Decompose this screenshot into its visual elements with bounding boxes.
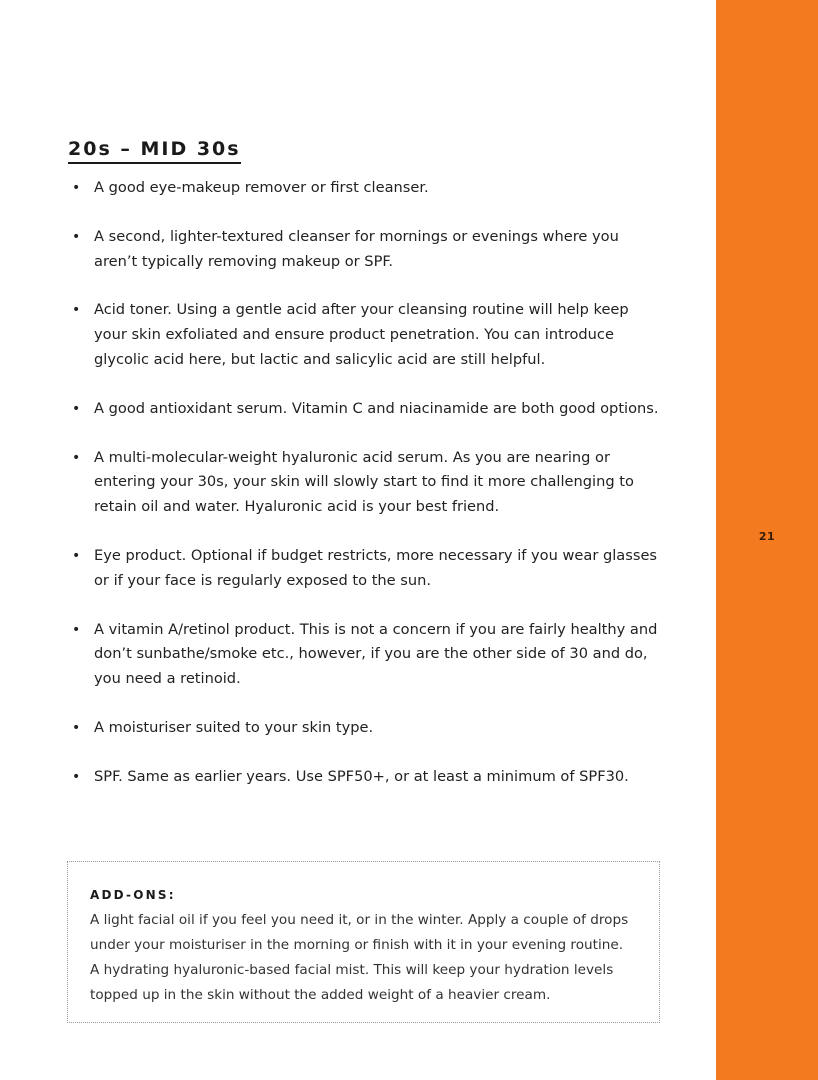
list-item-text: SPF. Same as earlier years. Use SPF50+, or at least a minimum of SPF30. (94, 767, 629, 785)
list-item-text: A good antioxidant serum. Vitamin C and niacinamide are both good options. (94, 399, 659, 417)
list-item (66, 176, 666, 201)
list-item-text: A good eye-makeup remover or first cleanser. (94, 179, 429, 196)
addons-heading: ADD-ONS: (90, 888, 176, 902)
list-item (66, 765, 666, 790)
list-item-text: A vitamin A/retinol product. This is not a concern if you are fairly healthy and don’t sunbathe/smoke etc., however, if you are the other side of 30 and do, you need a retinoid. (94, 620, 658, 688)
list-item (66, 225, 666, 275)
list-item-text: Acid toner. Using a gentle acid after your cleansing routine will help keep your skin exfoliated and ensure product penetration. You can introduce glycolic acid here, but lactic and salicylic acid are still helpful. (94, 301, 629, 368)
bullet-icon: • (72, 302, 81, 319)
bullet-icon: • (72, 719, 81, 736)
addons-line: A hydrating hyaluronic-based facial mist. This will keep your hydration levels (90, 962, 614, 978)
addons-text (90, 908, 637, 1008)
bullet-icon: • (72, 180, 81, 196)
bullet-icon: • (72, 547, 81, 564)
list-item-text: A multi-molecular-weight hyaluronic acid serum. As you are nearing or entering your 30s, your skin will slowly start to find it more challenging to retain oil and water. Hyaluronic acid is your best friend. (94, 448, 634, 516)
list-item (66, 618, 666, 692)
list-item-text: A moisturiser suited to your skin type. (94, 718, 374, 736)
page-number: 21 (758, 530, 776, 543)
addons-box (67, 861, 660, 1023)
list-item (66, 298, 666, 372)
list-item (66, 397, 666, 422)
bullet-icon: • (72, 228, 81, 245)
addons-line: topped up in the skin without the added weight of a heavier cream. (90, 987, 551, 1003)
skincare-checklist (66, 176, 666, 790)
addons-line: A light facial oil if you feel you need it, or in the winter. Apply a couple of drops (90, 912, 629, 928)
bullet-icon: • (72, 400, 81, 417)
bullet-icon: • (72, 449, 81, 466)
list-item (66, 544, 666, 594)
side-color-band (716, 0, 818, 1080)
list-item-text: A second, lighter-textured cleanser for mornings or evenings where you aren’t typically removing makeup or SPF. (94, 227, 619, 270)
addons-line: under your moisturiser in the morning or finish with it in your evening routine. (90, 937, 624, 953)
list-item (66, 716, 666, 741)
bullet-icon: • (72, 768, 81, 785)
section-title: 20s – MID 30s (68, 138, 241, 164)
list-item-text: Eye product. Optional if budget restricts, more necessary if you wear glasses or if your face is regularly exposed to the sun. (94, 546, 658, 589)
list-item (66, 446, 666, 520)
bullet-icon: • (72, 621, 81, 638)
